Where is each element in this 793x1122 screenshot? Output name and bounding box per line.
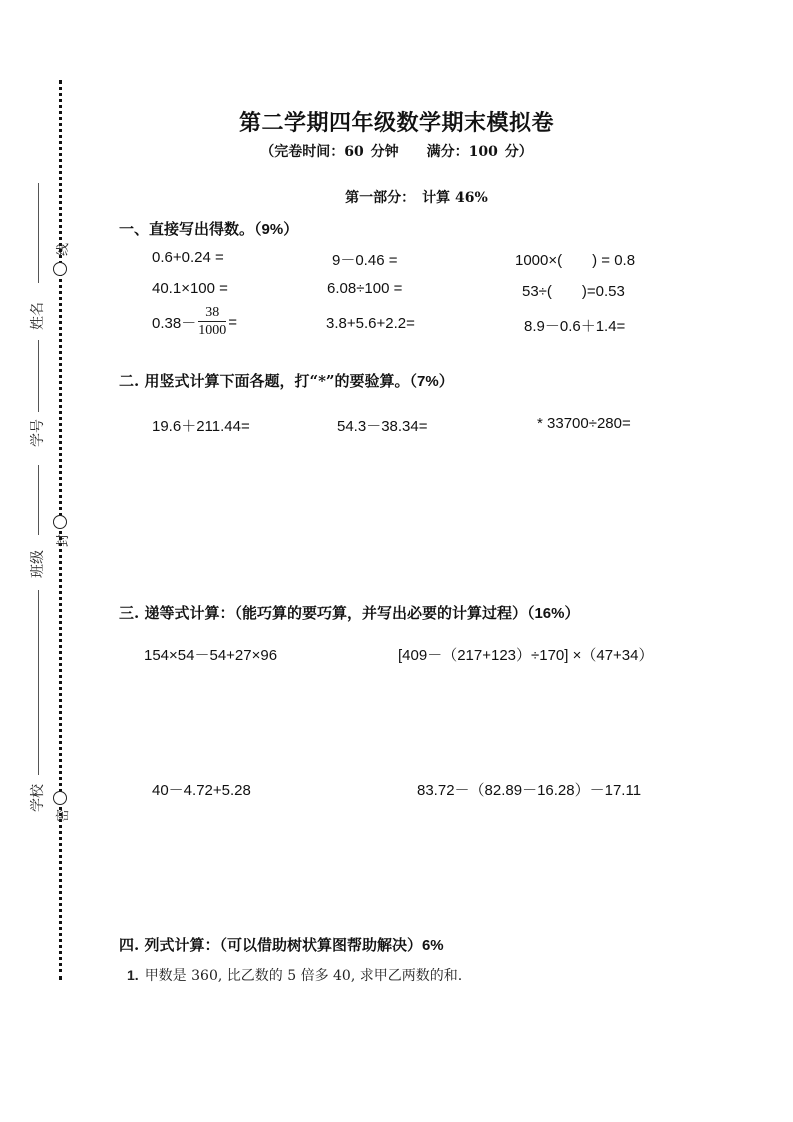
section-3-title: 三. 递等式计算：（能巧算的要巧算，并写出必要的计算过程） (119, 604, 527, 622)
exam-info: （完卷时间：60 分钟 满分：100 分） (260, 144, 533, 160)
s2-item-3: * 33700÷280= (537, 415, 631, 432)
student-id-underline (38, 340, 39, 412)
section-4-title: 四. 列式计算：（可以借助树状算图帮助解决） (119, 936, 422, 954)
problem-text: 甲数是 360, 比乙数的 5 倍多 40, 求甲乙两数的和. (144, 968, 463, 984)
section-2-percent: （7%） (409, 373, 454, 390)
school-field-label: 学校 (30, 784, 46, 812)
page-title: 第二学期四年级数学期末模拟卷 (238, 110, 554, 136)
seal-circle-mi (53, 791, 67, 805)
seal-dotted-line (59, 80, 62, 980)
fraction-denominator: 1000 (198, 323, 227, 338)
seal-mark-feng: 封 (56, 533, 71, 547)
name-field-label: 姓名 (30, 302, 46, 330)
s3-item-1: 154×54－54+27×96 (144, 647, 278, 664)
s1-r3-c3: 8.9－0.6＋1.4= (524, 318, 626, 335)
s3-item-3: 40－4.72+5.28 (152, 782, 251, 799)
fraction-prefix: 0.38－ (152, 315, 197, 332)
section-3-percent: （16%） (526, 605, 580, 622)
class-underline (38, 465, 39, 535)
s1-r3-c1 (152, 305, 237, 340)
s3-item-2: [409－（217+123）÷170] ×（47+34） (398, 647, 654, 664)
s1-r2-c2: 6.08÷100 = (327, 280, 403, 297)
section-1-percent: （9%） (254, 221, 299, 238)
seal-circle-xian (53, 262, 67, 276)
seal-mark-mi: 密 (56, 808, 71, 822)
s1-r1-c1: 0.6+0.24 = (152, 249, 224, 266)
s2-item-2: 54.3－38.34= (337, 418, 428, 435)
seal-mark-xian: 线 (56, 242, 71, 256)
s3-item-4: 83.72－（82.89－16.28）－17.11 (417, 782, 642, 799)
problem-number: 1. (127, 967, 139, 983)
section-1-title: 一、直接写出得数。 (119, 220, 255, 238)
s4-problem-1 (127, 965, 462, 985)
fraction (198, 305, 226, 340)
school-underline (38, 590, 39, 775)
section-2-title: 二. 用竖式计算下面各题，打“*”的要验算。 (119, 372, 410, 390)
s1-r2-c1: 40.1×100 = (152, 280, 228, 297)
part-heading: 第一部分： 计算 46% (345, 190, 488, 206)
fraction-numerator: 38 (198, 305, 226, 322)
seal-circle-feng (53, 515, 67, 529)
section-1-heading (119, 218, 298, 239)
student-id-field-label: 学号 (30, 419, 46, 447)
section-4-percent: 6% (421, 937, 444, 954)
s2-item-1: 19.6＋211.44= (152, 418, 250, 435)
s1-r2-c3: 53÷( )=0.53 (522, 283, 625, 300)
section-3-heading (119, 602, 579, 623)
section-4-heading (119, 934, 444, 955)
s1-r1-c2: 9－0.46 = (332, 252, 398, 269)
section-2-heading (119, 370, 454, 391)
s1-r3-c2: 3.8+5.6+2.2= (326, 315, 415, 332)
fraction-suffix: = (228, 314, 237, 331)
s1-r1-c3: 1000×( ) = 0.8 (515, 252, 636, 269)
class-field-label: 班级 (30, 550, 46, 578)
